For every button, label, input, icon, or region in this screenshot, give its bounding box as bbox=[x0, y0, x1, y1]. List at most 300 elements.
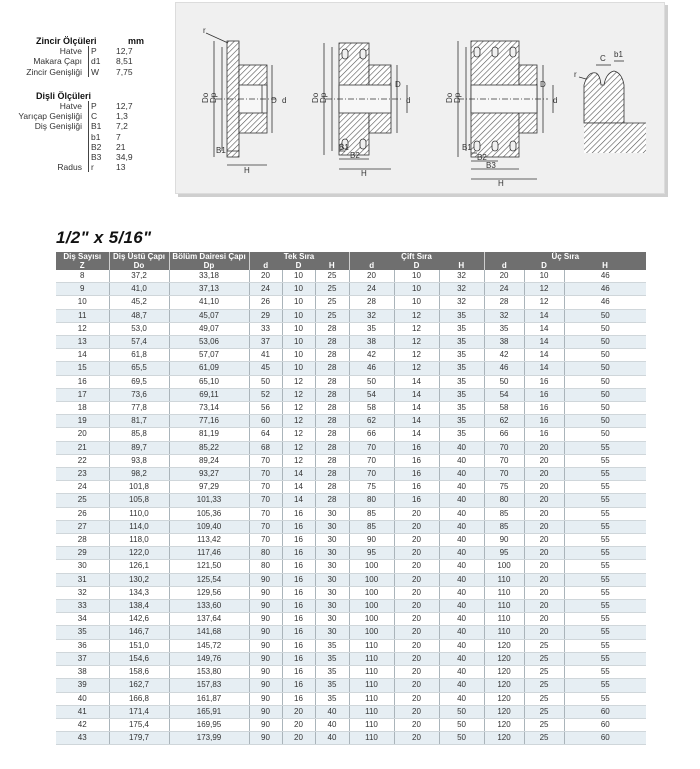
table-cell: 16 bbox=[524, 388, 564, 401]
table-cell: 28 bbox=[315, 494, 349, 507]
table-cell: 70 bbox=[249, 454, 282, 467]
table-cell: 43 bbox=[56, 732, 109, 745]
table-cell: 100 bbox=[349, 600, 394, 613]
table-cell: 17 bbox=[56, 388, 109, 401]
table-cell: 55 bbox=[564, 573, 646, 586]
table-cell: 25 bbox=[524, 692, 564, 705]
table-cell: 25 bbox=[524, 666, 564, 679]
table-cell: 66 bbox=[349, 428, 394, 441]
table-cell: 100 bbox=[349, 573, 394, 586]
table-cell: 20 bbox=[484, 270, 524, 283]
table-cell: 121,50 bbox=[169, 560, 249, 573]
table-cell: 100 bbox=[349, 626, 394, 639]
table-cell: 81,19 bbox=[169, 428, 249, 441]
table-cell: 11 bbox=[56, 309, 109, 322]
sub-header-cell: H bbox=[564, 261, 646, 270]
table-cell: 24 bbox=[484, 283, 524, 296]
table-cell: 110 bbox=[349, 718, 394, 731]
table-cell: 28 bbox=[484, 296, 524, 309]
table-cell: 12 bbox=[394, 336, 439, 349]
table-cell: 40 bbox=[439, 507, 484, 520]
table-cell: 35 bbox=[315, 666, 349, 679]
table-cell: 85 bbox=[349, 507, 394, 520]
table-cell: 110 bbox=[484, 613, 524, 626]
table-cell: 16 bbox=[282, 507, 315, 520]
table-row bbox=[56, 520, 646, 533]
disli-row bbox=[36, 162, 156, 172]
table-cell: 179,7 bbox=[109, 732, 169, 745]
table-cell: 16 bbox=[394, 494, 439, 507]
label-r-detail: r bbox=[574, 70, 577, 79]
disli-symbol: B1 bbox=[88, 121, 103, 131]
table-cell: 40 bbox=[439, 573, 484, 586]
table-cell: 37 bbox=[56, 652, 109, 665]
table-cell: 32 bbox=[439, 296, 484, 309]
table-cell: 32 bbox=[349, 309, 394, 322]
table-cell: 20 bbox=[394, 666, 439, 679]
label-b1-small: b1 bbox=[614, 50, 623, 59]
table-cell: 173,99 bbox=[169, 732, 249, 745]
table-row bbox=[56, 718, 646, 731]
table-cell: 16 bbox=[56, 375, 109, 388]
table-cell: 23 bbox=[56, 468, 109, 481]
table-cell: 40 bbox=[439, 626, 484, 639]
table-cell: 54 bbox=[484, 388, 524, 401]
table-cell: 77,16 bbox=[169, 415, 249, 428]
header-dis-ustu: Diş Üstü Çapı bbox=[109, 252, 169, 261]
table-cell: 20 bbox=[394, 732, 439, 745]
table-cell: 55 bbox=[564, 481, 646, 494]
table-cell: 85 bbox=[484, 507, 524, 520]
table-cell: 28 bbox=[56, 534, 109, 547]
disli-label: Diş Genişliği bbox=[34, 121, 82, 132]
table-cell: 14 bbox=[524, 322, 564, 335]
table-row bbox=[56, 309, 646, 322]
table-cell: 70 bbox=[249, 468, 282, 481]
label-r: r bbox=[203, 26, 206, 35]
table-cell: 16 bbox=[394, 454, 439, 467]
table-cell: 110 bbox=[484, 586, 524, 599]
table-cell: 16 bbox=[282, 586, 315, 599]
table-cell: 35 bbox=[439, 322, 484, 335]
table-cell: 30 bbox=[315, 600, 349, 613]
table-cell: 175,4 bbox=[109, 718, 169, 731]
table-cell: 10 bbox=[394, 296, 439, 309]
table-cell: 45,2 bbox=[109, 296, 169, 309]
table-cell: 20 bbox=[394, 600, 439, 613]
table-cell: 50 bbox=[349, 375, 394, 388]
table-cell: 109,40 bbox=[169, 520, 249, 533]
table-cell: 14 bbox=[56, 349, 109, 362]
disli-label: Hatve bbox=[59, 100, 82, 111]
table-cell: 20 bbox=[394, 507, 439, 520]
header-tek-sira: Tek Sıra bbox=[249, 252, 349, 261]
label-b3-3: B3 bbox=[486, 161, 496, 170]
table-cell: 28 bbox=[315, 322, 349, 335]
table-cell: 110 bbox=[349, 732, 394, 745]
table-cell: 35 bbox=[439, 402, 484, 415]
table-row bbox=[56, 494, 646, 507]
table-cell: 28 bbox=[315, 468, 349, 481]
table-cell: 40 bbox=[439, 481, 484, 494]
table-cell: 32 bbox=[439, 283, 484, 296]
table-cell: 33,18 bbox=[169, 270, 249, 283]
table-cell: 93,8 bbox=[109, 454, 169, 467]
table-cell: 90 bbox=[249, 692, 282, 705]
disli-row bbox=[36, 152, 156, 162]
table-cell: 28 bbox=[315, 402, 349, 415]
table-cell: 100 bbox=[349, 586, 394, 599]
table-cell: 105,36 bbox=[169, 507, 249, 520]
table-cell: 16 bbox=[524, 375, 564, 388]
table-cell: 28 bbox=[315, 349, 349, 362]
table-cell: 52 bbox=[249, 388, 282, 401]
table-cell: 100 bbox=[349, 613, 394, 626]
table-cell: 14 bbox=[282, 468, 315, 481]
table-row bbox=[56, 441, 646, 454]
table-row bbox=[56, 534, 646, 547]
table-cell: 10 bbox=[282, 336, 315, 349]
table-cell: 29 bbox=[249, 309, 282, 322]
table-cell: 53,0 bbox=[109, 322, 169, 335]
table-row bbox=[56, 322, 646, 335]
table-cell: 65,10 bbox=[169, 375, 249, 388]
table-cell: 40 bbox=[439, 494, 484, 507]
table-cell: 20 bbox=[56, 428, 109, 441]
table-cell: 35 bbox=[439, 428, 484, 441]
table-cell: 55 bbox=[564, 639, 646, 652]
table-cell: 50 bbox=[249, 375, 282, 388]
table-cell: 60 bbox=[564, 718, 646, 731]
table-cell: 73,6 bbox=[109, 388, 169, 401]
table-cell: 85,8 bbox=[109, 428, 169, 441]
table-cell: 14 bbox=[394, 415, 439, 428]
table-cell: 33 bbox=[249, 322, 282, 335]
table-cell: 24 bbox=[56, 481, 109, 494]
table-cell: 162,7 bbox=[109, 679, 169, 692]
table-cell: 26 bbox=[56, 507, 109, 520]
table-cell: 90 bbox=[249, 586, 282, 599]
table-cell: 133,60 bbox=[169, 600, 249, 613]
table-row bbox=[56, 296, 646, 309]
sub-header-cell: Dp bbox=[169, 261, 249, 270]
table-cell: 16 bbox=[282, 626, 315, 639]
zincir-symbol: P bbox=[88, 46, 103, 56]
label-c: C bbox=[600, 54, 606, 63]
table-cell: 30 bbox=[315, 586, 349, 599]
table-cell: 64 bbox=[249, 428, 282, 441]
table-cell: 24 bbox=[349, 283, 394, 296]
table-cell: 28 bbox=[315, 454, 349, 467]
table-cell: 20 bbox=[394, 679, 439, 692]
table-cell: 20 bbox=[394, 652, 439, 665]
zincir-row bbox=[26, 66, 156, 77]
table-cell: 25 bbox=[524, 718, 564, 731]
table-cell: 32 bbox=[56, 586, 109, 599]
table-cell: 95 bbox=[349, 547, 394, 560]
table-cell: 25 bbox=[524, 639, 564, 652]
sub-header-cell: D bbox=[524, 261, 564, 270]
table-cell: 70 bbox=[484, 441, 524, 454]
table-cell: 46 bbox=[349, 362, 394, 375]
table-cell: 50 bbox=[439, 705, 484, 718]
double-row-drawing bbox=[324, 43, 407, 169]
table-cell: 158,6 bbox=[109, 666, 169, 679]
table-cell: 14 bbox=[394, 428, 439, 441]
table-cell: 55 bbox=[564, 468, 646, 481]
table-cell: 22 bbox=[56, 454, 109, 467]
table-cell: 12 bbox=[282, 415, 315, 428]
table-cell: 114,0 bbox=[109, 520, 169, 533]
table-cell: 141,68 bbox=[169, 626, 249, 639]
disli-label: Yarıçap Genişliği bbox=[18, 111, 82, 122]
table-cell: 110 bbox=[484, 600, 524, 613]
table-cell: 35 bbox=[56, 626, 109, 639]
label-h-3: H bbox=[498, 179, 504, 188]
zincir-symbol: W bbox=[88, 67, 103, 77]
table-cell: 20 bbox=[394, 534, 439, 547]
table-cell: 125,54 bbox=[169, 573, 249, 586]
label-d-3: D bbox=[540, 80, 546, 89]
table-cell: 90 bbox=[249, 639, 282, 652]
table-cell: 154,6 bbox=[109, 652, 169, 665]
table-cell: 30 bbox=[315, 613, 349, 626]
table-cell: 151,0 bbox=[109, 639, 169, 652]
table-cell: 50 bbox=[564, 428, 646, 441]
disli-symbol: C bbox=[88, 111, 103, 121]
table-row bbox=[56, 428, 646, 441]
table-cell: 38 bbox=[56, 666, 109, 679]
table-cell: 98,2 bbox=[109, 468, 169, 481]
label-h: H bbox=[244, 166, 250, 175]
table-cell: 25 bbox=[315, 270, 349, 283]
disli-symbol: B3 bbox=[88, 152, 103, 162]
table-cell: 110 bbox=[484, 626, 524, 639]
table-row bbox=[56, 481, 646, 494]
table-cell: 20 bbox=[524, 520, 564, 533]
table-cell: 120 bbox=[484, 732, 524, 745]
table-cell: 62 bbox=[349, 415, 394, 428]
table-cell: 28 bbox=[315, 415, 349, 428]
table-row bbox=[56, 402, 646, 415]
table-cell: 14 bbox=[524, 349, 564, 362]
table-cell: 16 bbox=[282, 547, 315, 560]
table-cell: 25 bbox=[524, 705, 564, 718]
table-cell: 10 bbox=[282, 270, 315, 283]
table-cell: 10 bbox=[394, 283, 439, 296]
table-cell: 12 bbox=[282, 388, 315, 401]
sub-header-cell: d bbox=[249, 261, 282, 270]
table-cell: 55 bbox=[564, 600, 646, 613]
table-cell: 40 bbox=[439, 441, 484, 454]
table-cell: 40 bbox=[315, 718, 349, 731]
table-cell: 65,5 bbox=[109, 362, 169, 375]
table-cell: 30 bbox=[315, 547, 349, 560]
table-cell: 40 bbox=[56, 692, 109, 705]
table-cell: 55 bbox=[564, 494, 646, 507]
disli-value: 7 bbox=[116, 131, 121, 142]
table-cell: 40 bbox=[315, 705, 349, 718]
table-cell: 110 bbox=[349, 705, 394, 718]
table-cell: 55 bbox=[564, 560, 646, 573]
label-d-upper: D bbox=[271, 96, 277, 105]
table-cell: 69,5 bbox=[109, 375, 169, 388]
sub-header-cell: D bbox=[394, 261, 439, 270]
table-cell: 101,33 bbox=[169, 494, 249, 507]
table-cell: 35 bbox=[439, 388, 484, 401]
table-cell: 38 bbox=[484, 336, 524, 349]
table-cell: 70 bbox=[349, 441, 394, 454]
table-cell: 20 bbox=[524, 494, 564, 507]
table-cell: 89,7 bbox=[109, 441, 169, 454]
specification-block bbox=[18, 36, 156, 173]
table-cell: 90 bbox=[249, 600, 282, 613]
zincir-label: Zincir Genişliği bbox=[26, 66, 82, 77]
table-cell: 70 bbox=[484, 454, 524, 467]
label-do-2: Do bbox=[311, 92, 320, 103]
disli-row bbox=[36, 121, 156, 131]
table-row bbox=[56, 415, 646, 428]
table-cell: 13 bbox=[56, 336, 109, 349]
disli-value: 1,3 bbox=[116, 111, 128, 122]
table-cell: 61,8 bbox=[109, 349, 169, 362]
zincir-value: 7,75 bbox=[116, 66, 133, 77]
table-cell: 58 bbox=[349, 402, 394, 415]
table-cell: 20 bbox=[394, 639, 439, 652]
table-cell: 20 bbox=[524, 613, 564, 626]
table-cell: 30 bbox=[315, 520, 349, 533]
table-row bbox=[56, 375, 646, 388]
table-row bbox=[56, 362, 646, 375]
table-cell: 55 bbox=[564, 441, 646, 454]
table-cell: 171,4 bbox=[109, 705, 169, 718]
table-row bbox=[56, 336, 646, 349]
table-row bbox=[56, 507, 646, 520]
table-cell: 40 bbox=[439, 692, 484, 705]
table-cell: 55 bbox=[564, 679, 646, 692]
table-cell: 21 bbox=[56, 441, 109, 454]
table-cell: 12 bbox=[394, 309, 439, 322]
table-cell: 32 bbox=[484, 309, 524, 322]
table-cell: 10 bbox=[282, 309, 315, 322]
table-cell: 97,29 bbox=[169, 481, 249, 494]
table-cell: 55 bbox=[564, 613, 646, 626]
table-cell: 149,76 bbox=[169, 652, 249, 665]
table-cell: 46 bbox=[564, 283, 646, 296]
table-cell: 30 bbox=[315, 507, 349, 520]
table-cell: 90 bbox=[249, 613, 282, 626]
table-cell: 90 bbox=[249, 732, 282, 745]
table-cell: 118,0 bbox=[109, 534, 169, 547]
table-cell: 12 bbox=[524, 283, 564, 296]
table-cell: 20 bbox=[524, 560, 564, 573]
table-cell: 105,8 bbox=[109, 494, 169, 507]
table-cell: 57,4 bbox=[109, 336, 169, 349]
table-cell: 14 bbox=[524, 336, 564, 349]
table-cell: 20 bbox=[524, 534, 564, 547]
table-cell: 20 bbox=[249, 270, 282, 283]
table-cell: 46 bbox=[564, 296, 646, 309]
table-cell: 41 bbox=[56, 705, 109, 718]
label-d-lower: d bbox=[282, 96, 287, 105]
table-cell: 40 bbox=[439, 468, 484, 481]
table-cell: 46 bbox=[484, 362, 524, 375]
zincir-label: Hatve bbox=[59, 46, 82, 57]
table-row bbox=[56, 283, 646, 296]
table-cell: 55 bbox=[564, 586, 646, 599]
table-cell: 42 bbox=[484, 349, 524, 362]
table-cell: 40 bbox=[315, 732, 349, 745]
label-b2-2: B2 bbox=[350, 151, 360, 160]
table-cell: 35 bbox=[439, 375, 484, 388]
table-cell: 50 bbox=[564, 349, 646, 362]
table-cell: 40 bbox=[439, 613, 484, 626]
table-cell: 100 bbox=[484, 560, 524, 573]
table-cell: 28 bbox=[315, 441, 349, 454]
table-cell: 129,56 bbox=[169, 586, 249, 599]
table-cell: 39 bbox=[56, 679, 109, 692]
table-cell: 28 bbox=[315, 362, 349, 375]
table-cell: 20 bbox=[394, 573, 439, 586]
table-cell: 50 bbox=[564, 388, 646, 401]
table-cell: 93,27 bbox=[169, 468, 249, 481]
zincir-rows bbox=[26, 46, 156, 77]
table-cell: 126,1 bbox=[109, 560, 169, 573]
table-row bbox=[56, 732, 646, 745]
table-cell: 70 bbox=[349, 468, 394, 481]
disli-symbol: r bbox=[88, 162, 103, 172]
table-cell: 70 bbox=[484, 468, 524, 481]
table-cell: 110 bbox=[349, 692, 394, 705]
table-cell: 18 bbox=[56, 402, 109, 415]
table-cell: 20 bbox=[524, 454, 564, 467]
table-cell: 120 bbox=[484, 692, 524, 705]
table-cell: 35 bbox=[439, 309, 484, 322]
zincir-label: Makara Çapı bbox=[33, 56, 82, 67]
table-cell: 37,13 bbox=[169, 283, 249, 296]
table-cell: 77,8 bbox=[109, 402, 169, 415]
table-cell: 16 bbox=[282, 679, 315, 692]
triple-row-drawing bbox=[458, 41, 553, 179]
table-cell: 70 bbox=[249, 507, 282, 520]
table-cell: 41 bbox=[249, 349, 282, 362]
table-cell: 120 bbox=[484, 705, 524, 718]
table-cell: 40 bbox=[439, 666, 484, 679]
table-cell: 28 bbox=[315, 336, 349, 349]
table-cell: 26 bbox=[249, 296, 282, 309]
table-cell: 20 bbox=[524, 586, 564, 599]
table-cell: 20 bbox=[349, 270, 394, 283]
table-cell: 70 bbox=[249, 481, 282, 494]
table-cell: 134,3 bbox=[109, 586, 169, 599]
table-cell: 35 bbox=[315, 639, 349, 652]
zincir-value: 12,7 bbox=[116, 46, 133, 57]
table-cell: 165,91 bbox=[169, 705, 249, 718]
table-cell: 32 bbox=[439, 270, 484, 283]
table-cell: 55 bbox=[564, 666, 646, 679]
table-row bbox=[56, 573, 646, 586]
table-row bbox=[56, 560, 646, 573]
table-cell: 46 bbox=[564, 270, 646, 283]
table-cell: 110 bbox=[349, 639, 394, 652]
table-cell: 35 bbox=[439, 336, 484, 349]
table-cell: 75 bbox=[484, 481, 524, 494]
table-cell: 120 bbox=[484, 718, 524, 731]
table-cell: 19 bbox=[56, 415, 109, 428]
label-b1: B1 bbox=[216, 146, 226, 155]
table-cell: 90 bbox=[249, 718, 282, 731]
table-cell: 16 bbox=[524, 402, 564, 415]
